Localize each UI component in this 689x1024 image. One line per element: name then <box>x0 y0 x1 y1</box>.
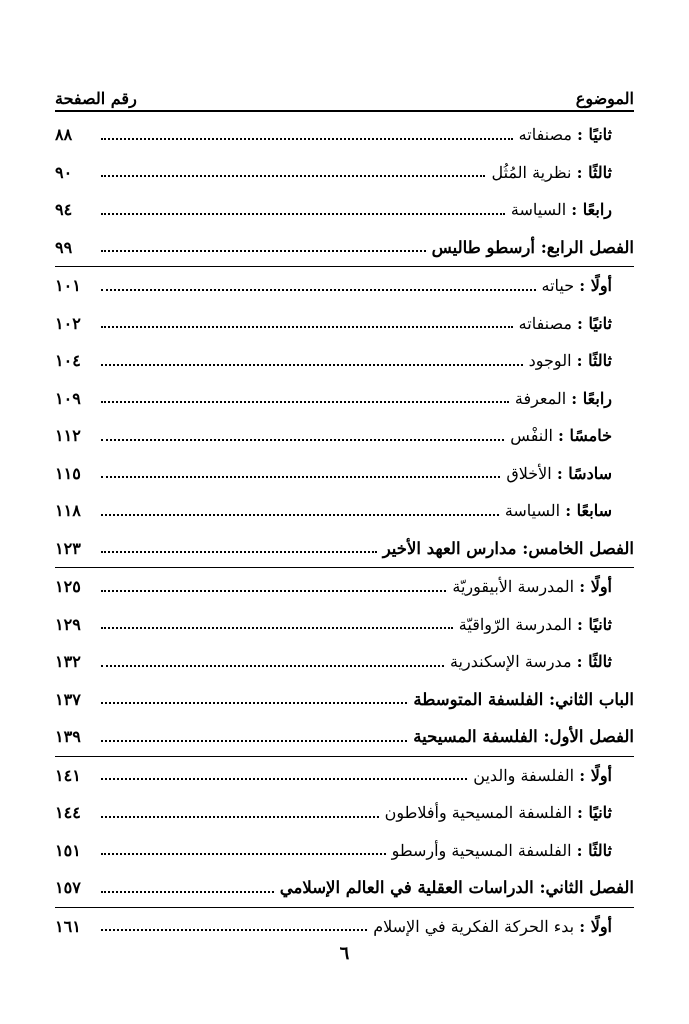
toc-entry-ordinal: رابعًا : <box>571 200 612 220</box>
toc-subentry <box>55 908 634 946</box>
toc-entry-page-number: ١١٨ <box>55 501 81 521</box>
dot-leader <box>101 551 377 553</box>
toc-subentry <box>55 417 634 455</box>
toc-entry-ordinal: ثانيًا : <box>577 803 612 823</box>
toc-entry-title: نظرية المُثُل <box>491 162 572 182</box>
dot-leader <box>101 250 426 252</box>
toc-entry-label <box>505 501 634 520</box>
dot-leader <box>101 175 485 177</box>
dot-leader <box>101 665 444 667</box>
toc-entry-ordinal: ثالثًا : <box>576 351 612 371</box>
toc-subentry <box>55 116 634 154</box>
toc-entry-title: الأخلاق <box>506 463 552 483</box>
dot-leader <box>101 853 386 855</box>
toc-entry-title: المدرسة الأبيقوريّة <box>452 577 575 597</box>
toc-subentry <box>55 305 634 343</box>
toc-entry-page-number: ٩٤ <box>55 200 73 220</box>
toc-subentry <box>55 342 634 380</box>
toc-entry-page-number: ١٦١ <box>55 916 81 936</box>
toc-entry-ordinal: ثالثًا : <box>576 652 612 672</box>
dot-leader <box>101 590 446 592</box>
toc-entry-label <box>450 652 634 671</box>
toc-chapter-entry <box>55 718 634 757</box>
toc-entry-page-number: ١٣٢ <box>55 652 81 672</box>
toc-subentry <box>55 606 634 644</box>
dot-leader <box>101 439 504 441</box>
toc-entry-page-number: ١٠٩ <box>55 388 81 408</box>
toc-entry-title: الباب الثاني: الفلسفة المتوسطة <box>413 689 634 709</box>
toc-entry-page-number: ١٢٩ <box>55 614 81 634</box>
dot-leader <box>101 476 500 478</box>
toc-entry-title: السياسة <box>504 501 561 521</box>
topic-column-heading: الموضوع <box>575 89 634 108</box>
toc-entry-label <box>519 125 634 144</box>
dot-leader <box>101 627 453 629</box>
toc-entry-page-number: ١٠٤ <box>55 351 81 371</box>
dot-leader <box>101 891 274 893</box>
toc-entry-title: الفلسفة والدين <box>473 765 575 785</box>
dot-leader <box>101 364 523 366</box>
toc-chapter-entry <box>55 229 634 268</box>
dot-leader <box>101 138 513 140</box>
toc-entry-label <box>413 690 634 709</box>
toc-entry-label <box>392 841 634 860</box>
toc-subentry <box>55 191 634 229</box>
toc-entry-title: السياسة <box>510 200 567 220</box>
toc-subentry <box>55 757 634 795</box>
toc-entry-ordinal: سابعًا : <box>565 501 612 521</box>
toc-entry-label <box>413 727 634 746</box>
toc-entry-ordinal: ثالثًا : <box>576 840 612 860</box>
toc-entry-ordinal: ثانيًا : <box>577 614 612 634</box>
toc-subentry <box>55 832 634 870</box>
toc-entry-title: النفْس <box>510 426 553 446</box>
toc-entry-page-number: ١٢٣ <box>55 538 81 558</box>
toc-entry-title: الفلسفة المسيحية وأرسطو <box>391 840 572 860</box>
dot-leader <box>101 740 407 742</box>
toc-entry-label <box>519 314 634 333</box>
toc-entry-page-number: ١٢٥ <box>55 577 81 597</box>
toc-entry-title: الفصل الرابع: أرسطو طاليس <box>431 237 634 257</box>
toc-entry-ordinal: ثانيًا : <box>577 125 612 145</box>
toc-chapter-entry <box>55 869 634 908</box>
toc-entry-label <box>373 917 634 936</box>
toc-entry-page-number: ١٠١ <box>55 276 81 296</box>
toc-entry-title: الفصل الخامس: مدارس العهد الأخير <box>382 538 634 558</box>
page-footer-number: ٦ <box>339 943 350 964</box>
toc-entry-page-number: ١٤٤ <box>55 803 81 823</box>
toc-entry-ordinal: أولًا : <box>579 276 612 296</box>
toc-subentry <box>55 267 634 305</box>
dot-leader <box>101 816 379 818</box>
toc-list <box>55 116 634 945</box>
toc-entry-title: بدء الحركة الفكرية في الإسلام <box>373 916 575 936</box>
toc-part-entry <box>55 681 634 719</box>
toc-subentry <box>55 794 634 832</box>
toc-entry-page-number: ١٣٧ <box>55 689 81 709</box>
toc-entry-label <box>473 766 634 785</box>
toc-entry-title: المدرسة الرّواقيّة <box>458 614 572 634</box>
toc-entry-page-number: ٩٩ <box>55 237 73 257</box>
toc-entry-page-number: ٨٨ <box>55 125 73 145</box>
toc-subentry <box>55 380 634 418</box>
toc-entry-ordinal: خامسًا : <box>558 426 612 446</box>
toc-subentry <box>55 154 634 192</box>
toc-entry-title: الوجود <box>528 351 572 371</box>
toc-entry-label <box>515 389 634 408</box>
toc-entry-page-number: ١١٢ <box>55 426 81 446</box>
toc-entry-label <box>529 351 634 370</box>
dot-leader <box>101 401 509 403</box>
toc-entry-ordinal: أولًا : <box>579 916 612 936</box>
toc-subentry <box>55 492 634 530</box>
toc-entry-label <box>511 200 634 219</box>
toc-entry-title: المعرفة <box>514 388 567 408</box>
toc-subentry <box>55 455 634 493</box>
toc-chapter-entry <box>55 530 634 569</box>
dot-leader <box>101 289 536 291</box>
toc-entry-title: مدرسة الإسكندرية <box>449 652 572 672</box>
toc-entry-ordinal: أولًا : <box>579 577 612 597</box>
toc-entry-title: مصنفاته <box>518 125 572 145</box>
toc-entry-title: الفلسفة المسيحية وأفلاطون <box>384 803 572 823</box>
toc-entry-label <box>491 163 634 182</box>
toc-entry-label <box>510 426 634 445</box>
dot-leader <box>101 514 499 516</box>
dot-leader <box>101 326 513 328</box>
toc-entry-label <box>280 878 634 897</box>
toc-entry-title: الفصل الأول: الفلسفة المسيحية <box>413 727 634 747</box>
dot-leader <box>101 702 407 704</box>
toc-entry-label <box>432 238 634 257</box>
toc-entry-page-number: ١٣٩ <box>55 727 81 747</box>
toc-entry-label <box>385 803 634 822</box>
toc-entry-page-number: ١٤١ <box>55 765 81 785</box>
dot-leader <box>101 213 505 215</box>
toc-entry-page-number: ١٠٢ <box>55 313 81 333</box>
toc-entry-page-number: ١٥٧ <box>55 878 81 898</box>
toc-entry-title: حياته <box>541 276 575 296</box>
toc-entry-title: مصنفاته <box>518 313 572 333</box>
toc-entry-label <box>506 464 634 483</box>
toc-entry-page-number: ١١٥ <box>55 463 81 483</box>
toc-entry-label <box>452 577 634 596</box>
dot-leader <box>101 778 467 780</box>
toc-entry-page-number: ١٥١ <box>55 840 81 860</box>
page-number-column-heading: رقم الصفحة <box>55 89 137 108</box>
toc-subentry <box>55 643 634 681</box>
toc-entry-ordinal: ثالثًا : <box>576 162 612 182</box>
dot-leader <box>101 929 367 931</box>
toc-entry-ordinal: رابعًا : <box>571 388 612 408</box>
toc-entry-label <box>542 276 635 295</box>
toc-entry-label <box>459 615 634 634</box>
toc-entry-page-number: ٩٠ <box>55 162 73 182</box>
toc-entry-title: الفصل الثاني: الدراسات العقلية في العالم الإسلامي <box>279 878 634 898</box>
toc-header <box>55 82 634 112</box>
toc-entry-ordinal: ثانيًا : <box>577 313 612 333</box>
toc-entry-ordinal: سادسًا : <box>556 463 612 483</box>
toc-entry-ordinal: أولًا : <box>579 765 612 785</box>
toc-subentry <box>55 568 634 606</box>
toc-entry-label <box>383 539 634 558</box>
